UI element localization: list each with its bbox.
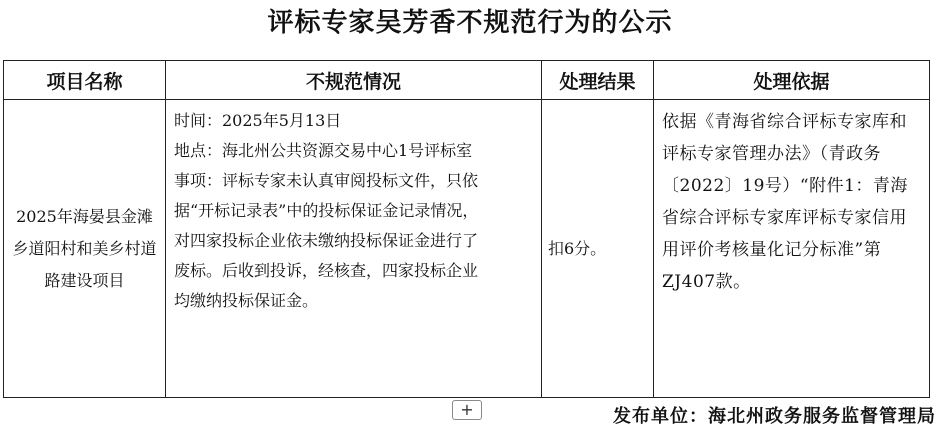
cell-basis xyxy=(654,100,930,398)
table-row xyxy=(4,100,930,398)
plus-icon: + xyxy=(460,400,474,419)
cell-situation xyxy=(166,100,542,398)
header-project-name: 项目名称 xyxy=(4,61,166,100)
situation-line: 地点：海北州公共资源交易中心1号评标室 xyxy=(174,141,473,160)
cell-project-name: 2025年海晏县金滩乡道阳村和美乡村道路建设项目 xyxy=(4,100,166,398)
document-title: 评标专家吴芳香不规范行为的公示 xyxy=(267,8,673,38)
situation-line: 对四家投标企业依未缴纳投标保证金进行了 xyxy=(174,231,479,250)
publisher-label: 发布单位：海北州政务服务监督管理局 xyxy=(613,406,936,427)
situation-line: 事项：评标专家未认真审阅投标文件，只依 xyxy=(174,171,479,190)
situation-line: 时间：2025年5月13日 xyxy=(174,111,342,130)
header-result: 处理结果 xyxy=(542,61,654,100)
situation-line: 据“开标记录表”中的投标保证金记录情况， xyxy=(174,201,479,220)
situation-line: 均缴纳投标保证金。 xyxy=(174,291,319,310)
basis-text: 依据《青海省综合评标专家库和评标专家管理办法》（青政务〔2022〕19号）“附件1：青海省综合评标专家库评标专家信用用评价考核量化记分标准”第ZJ407款。 xyxy=(662,112,908,292)
cell-result: 扣6分。 xyxy=(542,100,654,398)
violation-table xyxy=(3,60,930,398)
expand-button[interactable] xyxy=(452,400,482,420)
situation-line: 废标。后收到投诉，经核查，四家投标企业 xyxy=(174,261,479,280)
table-header-row xyxy=(4,61,930,100)
header-basis: 处理依据 xyxy=(654,61,930,100)
header-situation: 不规范情况 xyxy=(166,61,542,100)
